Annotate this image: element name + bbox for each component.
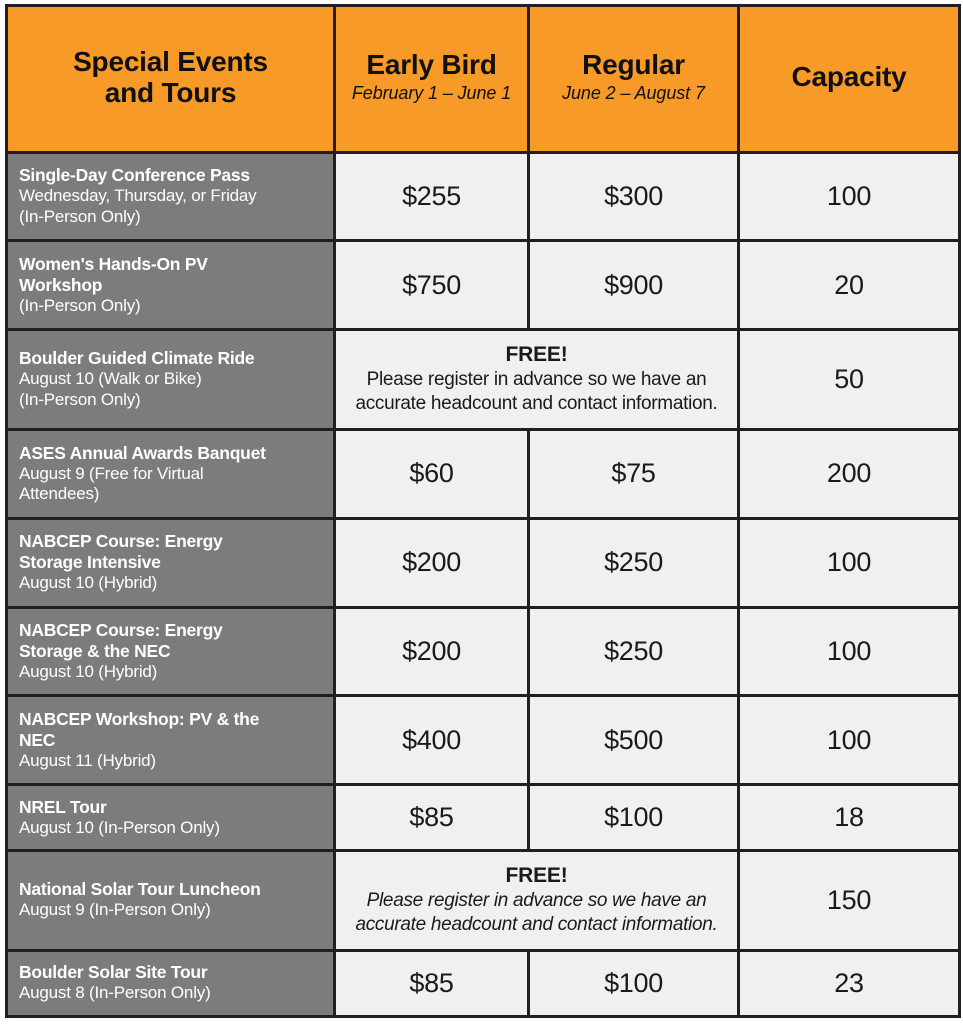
event-title: National Solar Tour Luncheon [19, 879, 261, 900]
regular-price-cell: $100 [529, 785, 739, 851]
table-row [7, 696, 960, 785]
column-header-events-line1: Special Events [73, 45, 268, 77]
event-name-cell [7, 330, 335, 430]
regular-price-cell: $100 [529, 951, 739, 1017]
table-row [7, 785, 960, 851]
event-title: NABCEP Course: Energy [19, 530, 223, 551]
regular-price-cell: $900 [529, 241, 739, 330]
event-title: Single-Day Conference Pass [19, 165, 250, 186]
column-header-early-bird [335, 6, 529, 153]
event-subtitle: (In-Person Only) [19, 389, 141, 409]
table-row [7, 430, 960, 518]
event-title: Storage & the NEC [19, 640, 171, 661]
column-header-capacity-title: Capacity [791, 61, 907, 93]
event-title: NEC [19, 729, 56, 750]
free-note-line1: Please register in advance so we have an [366, 369, 707, 391]
capacity-cell: 100 [739, 518, 960, 607]
regular-price-cell: $500 [529, 696, 739, 785]
early-bird-price-cell: $200 [335, 518, 529, 607]
event-subtitle: (In-Person Only) [19, 206, 141, 226]
early-bird-price-cell: $60 [335, 430, 529, 518]
event-subtitle: (In-Person Only) [19, 295, 141, 315]
event-name-cell [7, 607, 335, 696]
event-subtitle: Attendees) [19, 483, 100, 503]
early-bird-price-cell: $400 [335, 696, 529, 785]
column-header-regular-dates: June 2 – August 7 [562, 83, 705, 104]
table-row [7, 851, 960, 951]
table-header [7, 6, 960, 153]
event-title: Boulder Solar Site Tour [19, 962, 208, 983]
event-name-cell [7, 851, 335, 951]
early-bird-price-cell: $200 [335, 607, 529, 696]
special-events-pricing-table [5, 4, 961, 1018]
event-subtitle: August 8 (In-Person Only) [19, 983, 211, 1003]
event-subtitle: August 10 (In-Person Only) [19, 817, 220, 837]
table-row [7, 518, 960, 607]
free-price-cell [335, 851, 739, 951]
capacity-cell: 200 [739, 430, 960, 518]
column-header-regular [529, 6, 739, 153]
capacity-cell: 50 [739, 330, 960, 430]
regular-price-cell: $300 [529, 153, 739, 241]
capacity-cell: 20 [739, 241, 960, 330]
capacity-cell: 100 [739, 153, 960, 241]
event-title: NREL Tour [19, 796, 107, 817]
free-note-line1: Please register in advance so we have an [366, 890, 707, 912]
early-bird-price-cell: $255 [335, 153, 529, 241]
free-label: FREE! [505, 343, 568, 366]
event-title: ASES Annual Awards Banquet [19, 442, 266, 463]
event-title: NABCEP Workshop: PV & the [19, 708, 260, 729]
event-subtitle: August 11 (Hybrid) [19, 750, 156, 770]
event-subtitle: August 9 (Free for Virtual [19, 463, 204, 483]
capacity-cell: 18 [739, 785, 960, 851]
table-body [7, 153, 960, 1017]
event-title: Women's Hands-On PV [19, 253, 208, 274]
event-title: Boulder Guided Climate Ride [19, 348, 255, 369]
event-name-cell [7, 785, 335, 851]
table-row [7, 607, 960, 696]
free-label: FREE! [505, 863, 568, 887]
event-name-cell [7, 153, 335, 241]
event-name-cell [7, 518, 335, 607]
early-bird-price-cell: $750 [335, 241, 529, 330]
event-subtitle: Wednesday, Thursday, or Friday [19, 186, 257, 206]
event-title: NABCEP Course: Energy [19, 619, 223, 640]
early-bird-price-cell: $85 [335, 951, 529, 1017]
column-header-events [7, 6, 335, 153]
free-note-line2: accurate headcount and contact information. [355, 393, 718, 415]
event-subtitle: August 10 (Hybrid) [19, 661, 158, 681]
capacity-cell: 100 [739, 696, 960, 785]
column-header-capacity [739, 6, 960, 153]
capacity-cell: 23 [739, 951, 960, 1017]
event-title: Workshop [19, 274, 103, 295]
event-name-cell [7, 241, 335, 330]
event-subtitle: August 10 (Walk or Bike) [19, 369, 202, 389]
free-price-cell [335, 330, 739, 430]
column-header-early-bird-dates: February 1 – June 1 [351, 83, 512, 104]
event-name-cell [7, 951, 335, 1017]
free-note-line2: accurate headcount and contact information. [355, 914, 718, 936]
column-header-early-bird-title: Early Bird [366, 49, 497, 81]
capacity-cell: 100 [739, 607, 960, 696]
event-subtitle: August 10 (Hybrid) [19, 572, 158, 592]
regular-price-cell: $250 [529, 518, 739, 607]
regular-price-cell: $250 [529, 607, 739, 696]
event-title: Storage Intensive [19, 551, 161, 572]
table-row [7, 153, 960, 241]
event-name-cell [7, 430, 335, 518]
table-row [7, 330, 960, 430]
event-subtitle: August 9 (In-Person Only) [19, 900, 211, 920]
event-name-cell [7, 696, 335, 785]
capacity-cell: 150 [739, 851, 960, 951]
column-header-regular-title: Regular [582, 49, 685, 81]
table-row [7, 241, 960, 330]
regular-price-cell: $75 [529, 430, 739, 518]
header-row [7, 6, 960, 153]
column-header-events-line2: and Tours [104, 77, 237, 108]
early-bird-price-cell: $85 [335, 785, 529, 851]
table-row [7, 951, 960, 1017]
